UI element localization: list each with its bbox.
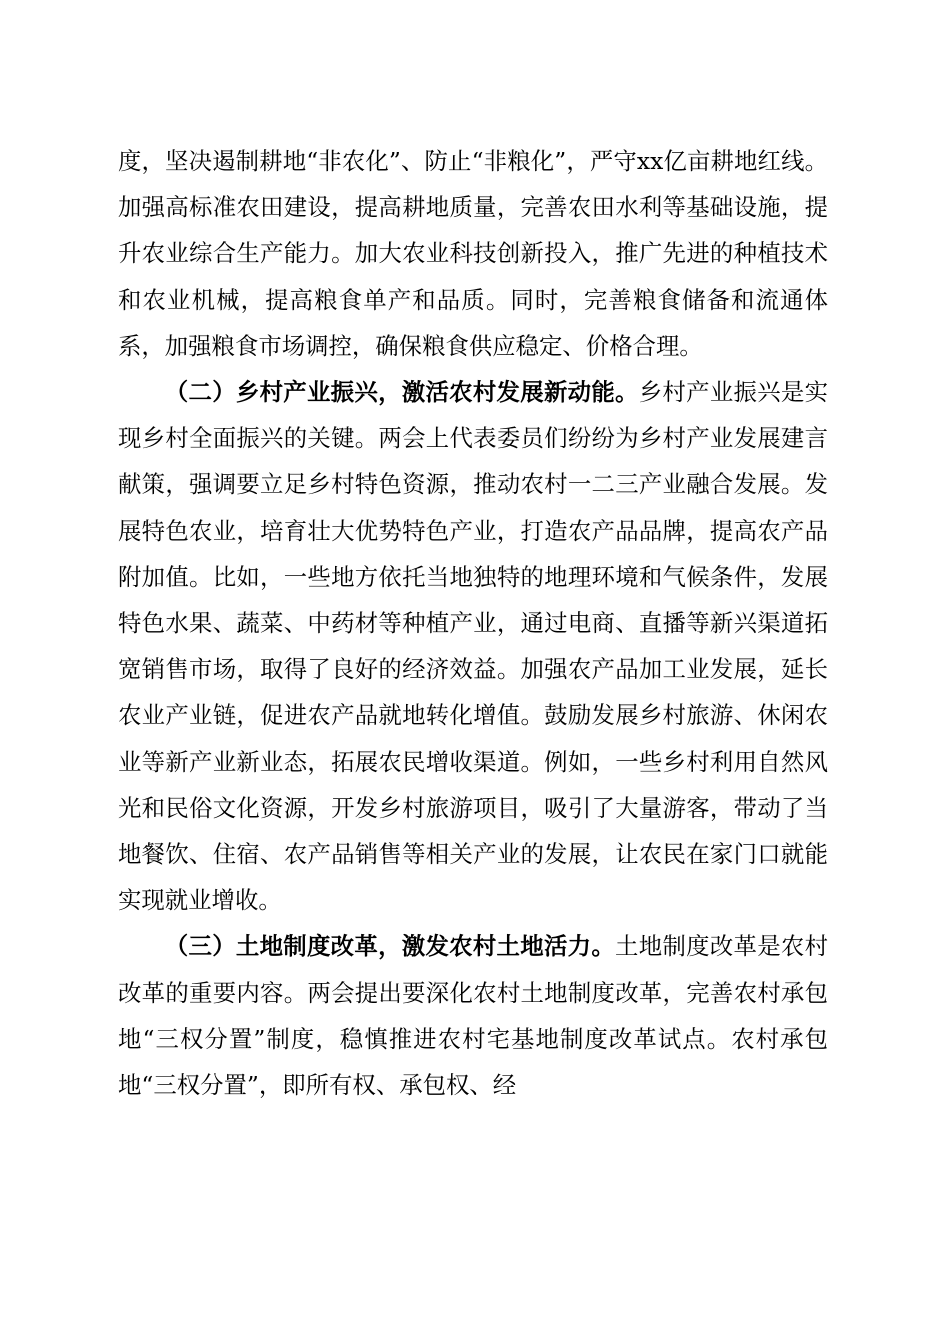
paragraph-2-text: 乡村产业振兴是实现乡村全面振兴的关键。两会上代表委员们纷纷为乡村产业发展建言献策，强调要立足乡村特色资源，推动农村一二三产业融合发展。发展特色农业，培育壮大优势特色产业，打造农产品品牌，提高农产品附加值。比如，一些地方依托当地独特的地理环境和气候条件，发展特色水果、蔬菜、中药材等种植产业，通过电商、直播等新兴渠道拓宽销售市场，取得了良好的经济效益。加强农产品加工业发展，延长农业产业链，促进农产品就地转化增值。鼓励发展乡村旅游、休闲农业等新产业新业态，拓展农民增收渠道。例如，一些乡村利用自然风光和民俗文化资源，开发乡村旅游项目，吸引了大量游客，带动了当地餐饮、住宿、农产品销售等相关产业的发展，让农民在家门口就能实现就业增收。 xyxy=(118,378,829,915)
paragraph-3-text: 土地制度改革是农村改革的重要内容。两会提出要深化农村土地制度改革，完善农村承包地“三权分置”制度，稳慎推进农村宅基地制度改革试点。农村承包地“三权分置”，即所有权、承包权、经 xyxy=(118,932,829,1100)
paragraph-rural-industry xyxy=(118,369,828,923)
paragraph-continuation xyxy=(118,138,828,369)
paragraph-land-reform xyxy=(118,923,828,1108)
paragraph-1-text: 度，坚决遏制耕地“非农化”、防止“非粮化”，严守xx亿亩耕地红线。加强高标准农田建设，提高耕地质量，完善农田水利等基础设施，提升农业综合生产能力。加大农业科技创新投入，推广先进的种植技术和农业机械，提高粮食单产和品质。同时，完善粮食储备和流通体系，加强粮食市场调控，确保粮食供应稳定、价格合理。 xyxy=(118,147,828,360)
section-heading-3: （三）土地制度改革，激发农村土地活力。 xyxy=(164,932,616,961)
section-heading-2: （二）乡村产业振兴，激活农村发展新动能。 xyxy=(164,378,639,407)
document-body xyxy=(118,138,828,1108)
